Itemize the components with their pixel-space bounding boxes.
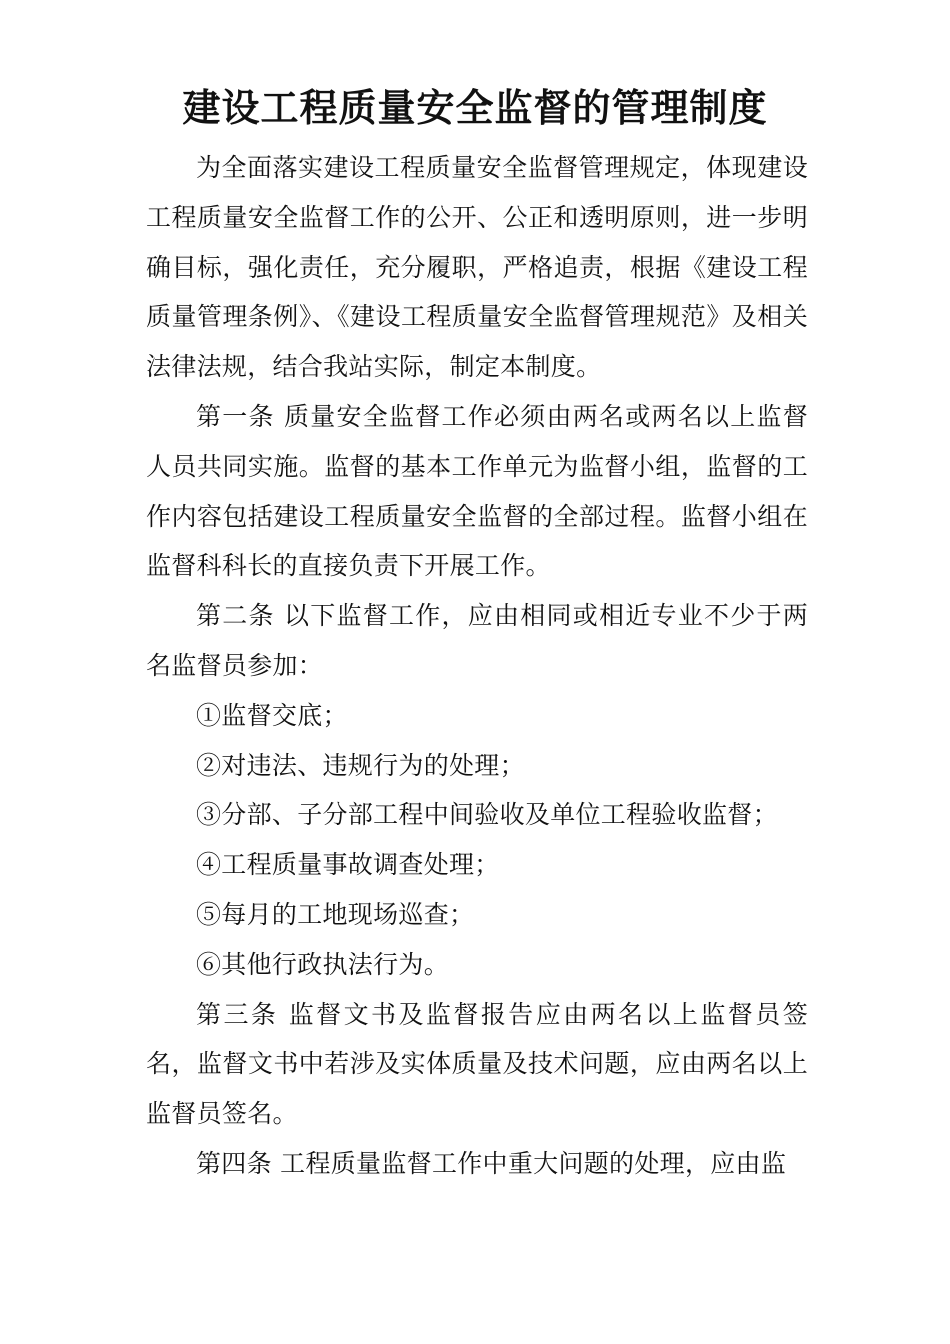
document-title: 建设工程质量安全监督的管理制度	[182, 85, 768, 130]
paragraph-article-1: 第一条 质量安全监督工作必须由两名或两名以上监督人员共同实施。监督的基本工作单元为监督小组，监督的工作内容包括建设工程质量安全监督的全部过程。监督小组在监督科科长的直接负责下开展工作。	[146, 401, 808, 581]
list-item-5: ⑤每月的工地现场巡查；	[196, 899, 475, 929]
list-item-6: ⑥其他行政执法行为。	[196, 949, 450, 979]
list-item-3: ③分部、子分部工程中间验收及单位工程验收监督；	[196, 800, 778, 830]
list-item-4: ④工程质量事故调查处理；	[196, 850, 500, 880]
paragraph-article-3: 第三条 监督文书及监督报告应由两名以上监督员签名，监督文书中若涉及实体质量及技术问题，应由两名以上监督员签名。	[146, 999, 808, 1129]
document-body	[146, 143, 808, 1189]
paragraph-intro: 为全面落实建设工程质量安全监督管理规定，体现建设工程质量安全监督工作的公开、公正和透明原则，进一步明确目标，强化责任，充分履职，严格追责，根据《建设工程质量管理条例》、《建设工程质量安全监督管理规范》及相关法律法规，结合我站实际，制定本制度。	[146, 153, 808, 382]
paragraph-article-4: 第四条 工程质量监督工作中重大问题的处理，应由监	[196, 1148, 787, 1178]
paragraph-article-2: 第二条 以下监督工作，应由相同或相近专业不少于两名监督员参加：	[146, 601, 808, 680]
list-item-2: ②对违法、违规行为的处理；	[196, 750, 525, 780]
list-item-1: ①监督交底；	[196, 700, 348, 730]
